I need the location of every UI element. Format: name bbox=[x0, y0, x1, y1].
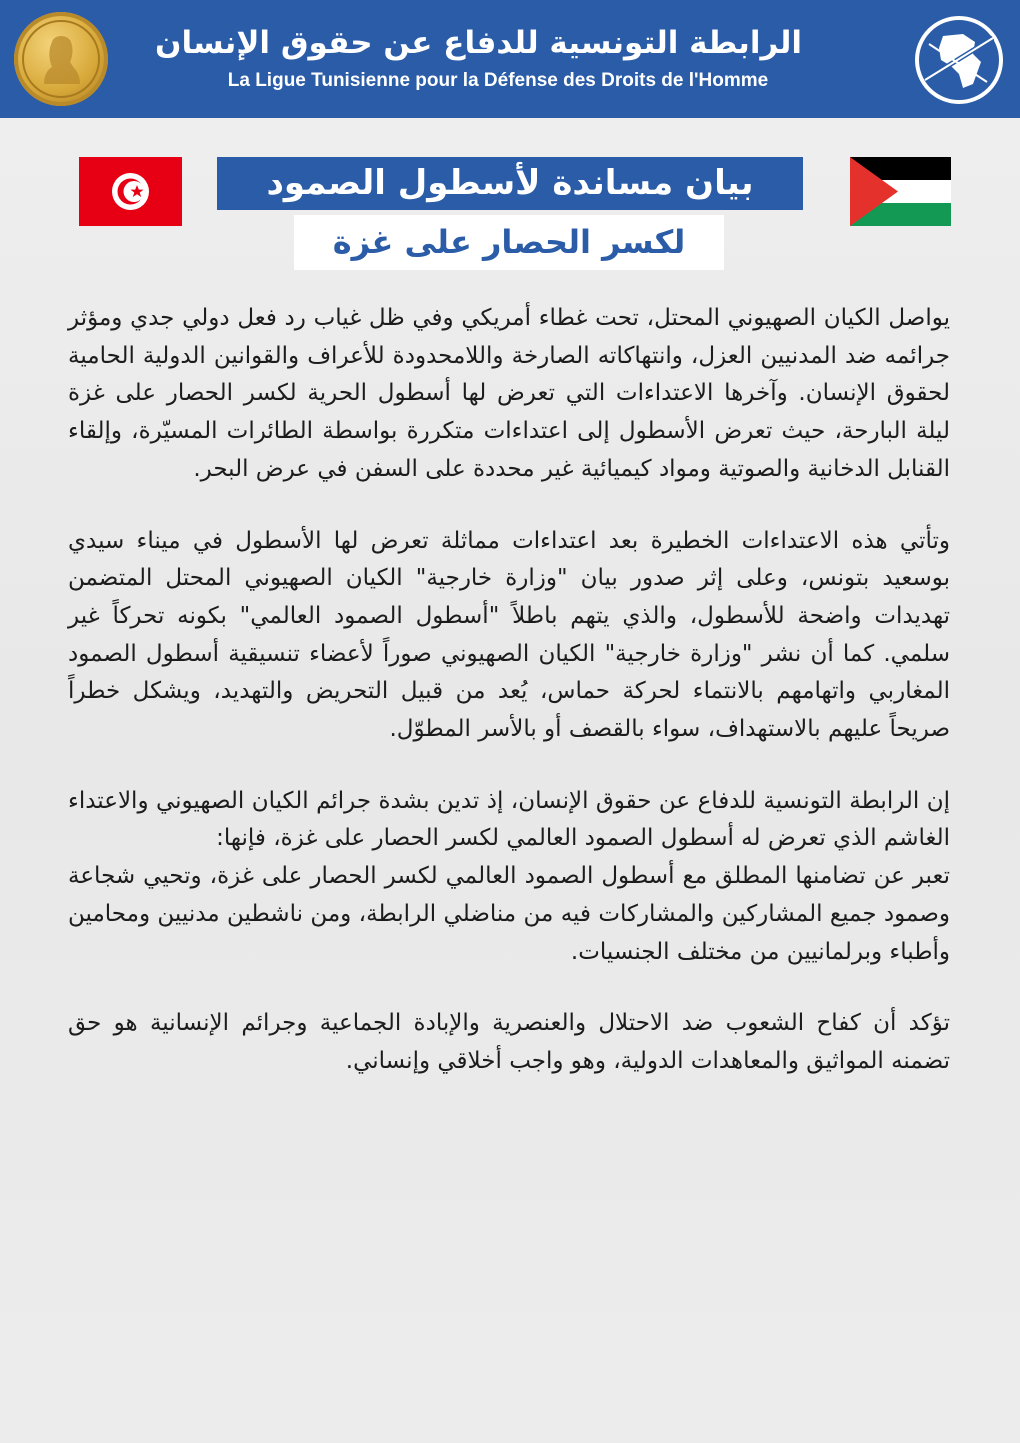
statement-body bbox=[68, 300, 950, 1081]
tunisia-flag-icon bbox=[79, 157, 182, 226]
paragraph-1: يواصل الكيان الصهيوني المحتل، تحت غطاء أمريكي وفي ظل غياب رد فعل دولي جدي ومؤثر جرائمه ضد المدنيين العزل، وانتهاكاته الصارخة واللامحدودة للأعراف والقوانين الدولية الحامية لحقوق الإنسان. وآخرها الاعتداءات التي تعرض لها أسطول الحرية لكسر الحصار على غزة ليلة البارحة، حيث تعرض الأسطول إلى اعتداءات متكررة بواسطة الطائرات المسيّرة، وإلقاء القنابل الدخانية والصوتية ومواد كيميائية غير محددة على السفن في عرض البحر. bbox=[68, 305, 950, 482]
league-name-french: La Ligue Tunisienne pour la Défense des Droits de l'Homme bbox=[227, 70, 769, 91]
league-name-arabic: الرابطة التونسية للدفاع عن حقوق الإنسان bbox=[155, 25, 802, 61]
league-emblem-icon bbox=[913, 14, 1005, 106]
paragraph-5: تؤكد أن كفاح الشعوب ضد الاحتلال والعنصرية والإبادة الجماعية وجرائم الإنسانية هو حق تضمنه المواثيق والمعاهدات الدولية، وهو واجب أخلاقي وإنساني. bbox=[68, 1010, 950, 1074]
title-line-2: لكسر الحصار على غزة bbox=[294, 215, 724, 270]
header-banner bbox=[0, 0, 1020, 118]
paragraph-2: وتأتي هذه الاعتداءات الخطيرة بعد اعتداءات مماثلة تعرض لها الأسطول في ميناء سيدي بوسعيد بتونس، وعلى إثر صدور بيان "وزارة خارجية" الكيان الصهيوني المحتل المتضمن تهديدات واضحة للأسطول، والذي يتهم باطلاً "أسطول الصمود العالمي" بكونه تحركاً غير سلمي. كما أن نشر "وزارة خارجية" الكيان الصهيوني صوراً لأعضاء تنسيقية أسطول الصمود المغاربي واتهامهم بالانتماء لحركة حماس، يُعد من قبيل التحريض والتهديد، ويشكل خطراً صريحاً عليهم بالاستهداف، سواء بالقصف أو بالأسر المطوّل. bbox=[68, 527, 950, 743]
palestine-flag-icon bbox=[850, 157, 951, 226]
paragraph-4: تعبر عن تضامنها المطلق مع أسطول الصمود العالمي لكسر الحصار على غزة، وتحيي شجاعة وصمود جميع المشاركين والمشاركات فيه من مناضلي الرابطة، ومن ناشطين مدنيين ومحامين وأطباء وبرلمانيين من مختلف الجنسيات. bbox=[68, 863, 950, 965]
nobel-medal-icon bbox=[14, 12, 108, 106]
paragraph-3: إن الرابطة التونسية للدفاع عن حقوق الإنسان، إذ تدين بشدة جرائم الكيان الصهيوني والاعتداء الغاشم الذي تعرض له أسطول الصمود العالمي لكسر الحصار على غزة، فإنها: bbox=[68, 787, 950, 852]
title-line-1: بيان مساندة لأسطول الصمود bbox=[217, 157, 803, 210]
